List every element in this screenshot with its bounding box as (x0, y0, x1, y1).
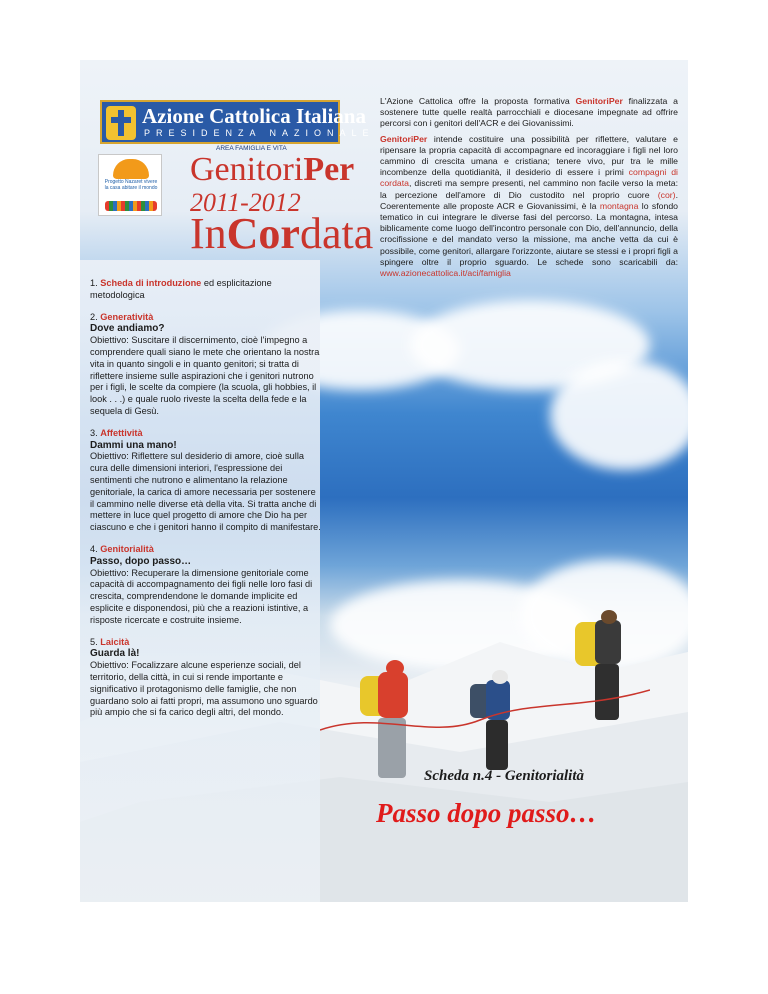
intro-text-span: lo sfondo tematico in cui integrare le diverse fasi del percorso. La montagna, intesa biblicamente come luogo dell'incontro personale con Dio, dell'annuncio, della crocifissione e del mandato verso la missione, ma anche vetta da cui è possibile, come genitori, allargare l'orizzonte, aiutare se stessi e i propri figli a spingere oltre il proprio sguardo. Le schede sono scaricabili da: (380, 200, 678, 267)
title-part-bold: Per (303, 151, 355, 188)
scheda-item (90, 544, 322, 627)
scheda-title: Generatività (100, 311, 154, 322)
scheda-main-title: Passo dopo passo… (376, 798, 597, 828)
scheda-subtitle: Dove andiamo? (90, 323, 165, 335)
scheda-title: Affettività (100, 427, 143, 438)
title2-part-end: data (299, 209, 374, 258)
brand-name: GenitoriPer (380, 133, 428, 144)
scheda-objective: Obiettivo: Focalizzare alcune esperienze sociali, del territorio, della città, in cui si rende importante e significativo il protagonismo delle famiglie, che non guardano solo ai fatti propri, ma assumono uno sguardo più ampio che si fa carico degli altri, del mondo. (90, 660, 318, 718)
org-area: AREA FAMIGLIA E VITA (216, 145, 287, 152)
org-subtitle: PRESIDENZA NAZIONALE (144, 128, 375, 138)
highlight-text: montagna (599, 200, 639, 211)
scheda-item (90, 428, 322, 534)
scheda-objective: Obiettivo: Suscitare il discernimento, cioè l'impegno a comprendere quali siano le mete che orientano la nostra vita in quanto singoli e in quanto genitori; si tratta di riflettere insieme sulle aspirazioni che i genitori nutrono per i figli, le scelte da compiere (la scuola, gli hobbies, il look . . .) e quale ruolo riveste la scelta della fede e la sequela di Gesù. (90, 335, 320, 416)
scheda-subtitle: Dammi una mano! (90, 439, 177, 451)
title2-part: In (190, 209, 227, 258)
scheda-number: 1. (90, 278, 101, 288)
cross-icon (106, 106, 136, 140)
people-icon (105, 201, 157, 211)
intro-text-span: finalizzata a sostenere tutte quelle realtà parrocchiali e diocesane impegnate ad offrire percorsi con i genitori dell'ACR e dei Giovanissimi. (380, 96, 679, 129)
scheda-item (90, 278, 322, 302)
intro-text-span: L'Azione Cattolica offre la proposta formativa (380, 96, 576, 106)
scheda-title: Scheda di introduzione (100, 278, 202, 288)
scheda-item (90, 637, 322, 720)
intro-paragraph-2 (380, 134, 678, 280)
scheda-number: 5. (90, 636, 101, 647)
scheda-number: 4. (90, 543, 101, 554)
scheda-subtitle: Guarda là! (90, 648, 140, 660)
scheda-label: Scheda n.4 - Genitorialità (424, 768, 585, 784)
scheda-title: Laicità (100, 636, 130, 647)
genitoriper-title (190, 152, 354, 188)
scheda-number: 2. (90, 311, 101, 322)
scheda-title: Genitorialità (100, 543, 154, 554)
years: 2011-2012 (190, 188, 301, 217)
title2-part-bold: Cor (226, 209, 300, 258)
poster (80, 60, 688, 902)
azione-cattolica-logo (100, 100, 375, 144)
intro-text (380, 96, 678, 283)
program-logo-text: Progetto Nazaret vivere la casa abitare il mondo (104, 179, 158, 191)
intro-text-span: . Coerentemente alle proposte ACR e Giovanissimi, è la (380, 189, 678, 211)
intro-text-span: intende costituire una possibilità per riflettere, valutare e ripensare la propria capacità di accompagnare ed incoraggiare i figli nel loro cammino di crescita umana e cristiana; tenere vivo, pur tra le mille incombenze della quotidianità, il desiderio di essere i primi (380, 133, 678, 178)
schede-list (90, 278, 322, 729)
title-part: Genitori (190, 151, 304, 188)
highlight-text: (cor) (657, 189, 676, 200)
highlight-text: compagni di cordata (380, 167, 678, 189)
incordata-title (190, 210, 373, 258)
org-name: Azione Cattolica Italiana (142, 104, 366, 128)
climbing-rope (320, 680, 650, 740)
download-link[interactable]: www.azionecattolica.it/aci/famiglia (380, 268, 511, 279)
scheda-subtitle: Passo, dopo passo… (90, 555, 192, 567)
house-icon (113, 159, 149, 179)
head-icon (601, 610, 617, 624)
intro-paragraph-1 (380, 96, 678, 130)
scheda-number: 3. (90, 427, 101, 438)
scheda-objective: Obiettivo: Recuperare la dimensione genitoriale come capacità di accompagnamento dei figli nelle loro fasi di crescita, comprendendone le domande implicite ed esplicite e disponendosi, più che a reazioni istintive, a risposte ricercate e costruite insieme. (90, 567, 313, 625)
scheda-item (90, 312, 322, 418)
progetto-nazaret-logo (98, 154, 162, 216)
cloud (550, 360, 688, 470)
intro-text-span: , discreti ma sempre presenti, nel cammino non facile verso la meta: la percezione dell'amore di Dio custodito nel proprio cuore (380, 178, 678, 200)
climber-body (595, 620, 621, 664)
brand-name: GenitoriPer (575, 96, 623, 106)
scheda-rest: ed esplicitazione metodologica (90, 278, 272, 300)
scheda-objective: Obiettivo: Riflettere sul desiderio di amore, cioè sulla cura delle dimensioni interiori, l'espressione dei sentimenti che nutrono e alimentano la relazione genitoriale, la carica di amore necessaria per sostenere il cammino nelle diverse età della vita. Si tratta anche di mettere in luce quel progetto di amore che Dio ha per ciascuno e che i genitori hanno il compito di manifestare. (90, 451, 321, 533)
helmet-icon (386, 660, 404, 676)
